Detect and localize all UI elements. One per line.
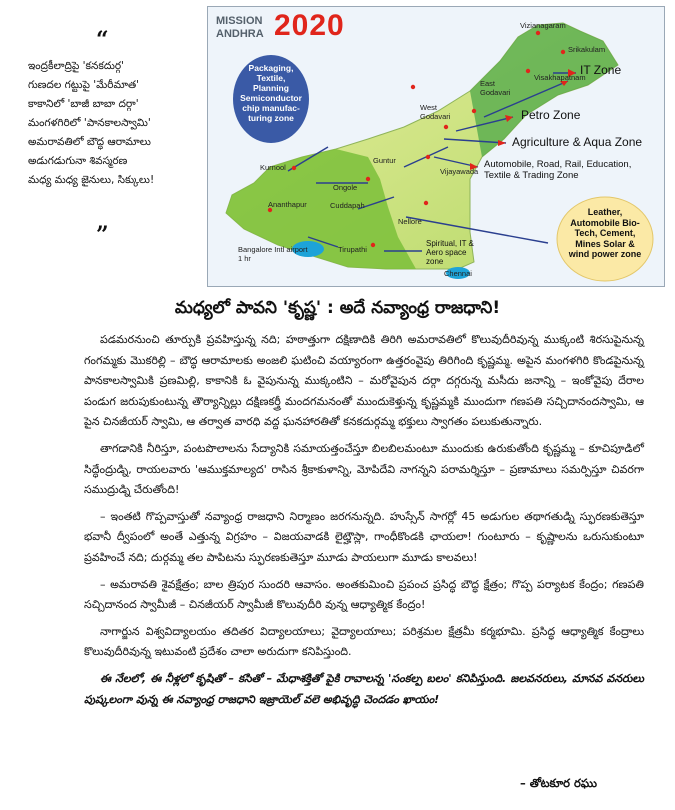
packaging-zone-label: Packaging, Textile, Planning Semiconductor chip manufac-turing zone bbox=[240, 63, 302, 123]
city-visakhapatnam: Visakhapatnam bbox=[534, 73, 586, 82]
city-chennai: Chennai bbox=[444, 269, 472, 278]
quote-line: మధ్య మధ్య జైనులు, సిక్కులు! bbox=[28, 174, 155, 186]
year-label: 2020 bbox=[274, 9, 345, 42]
quote-line: గుణదల గట్టుపై 'మేరీమాత' bbox=[28, 79, 140, 91]
author-signature: – తోటకూర రఘు bbox=[520, 776, 597, 790]
city-vijayawada: Vijayawada bbox=[440, 167, 479, 176]
city-nellore: Nellore bbox=[398, 217, 422, 226]
andhra-text: ANDHRA bbox=[216, 28, 264, 40]
quote-close-mark: ” bbox=[96, 222, 109, 248]
city-west-godavari: West Godavari bbox=[420, 103, 451, 121]
it-zone-label: IT Zone bbox=[580, 63, 622, 77]
headline: మధ్యలో పావని 'కృష్ణ' : అదే నవ్యాంధ్ర రాజధాని! bbox=[174, 298, 501, 318]
quote-line: అడుగడుగునా శివస్మరణ bbox=[28, 155, 128, 167]
city-srikakulam: Srikakulam bbox=[568, 45, 606, 54]
spiritual-zone-label: Spiritual, IT & Aero space zone bbox=[426, 239, 474, 266]
paragraph: – అమరావతి శైవక్షేత్రం; బాల త్రిపుర సుందరి ఆవాసం. అంతకుమించి ప్రపంచ ప్రసిద్ధ బౌద్ధ క్షేత్రం; గొప్ప పర్యాటక కేంద్రం; గణపతి సచ్చిదానంద స్వామీజీ – చినజీయర్ స్వామీజీ కొలువుదీరి వున్న ఆధ్యాత్మిక కేంద్రం! bbox=[84, 577, 644, 612]
city-ananthapur: Ananthapur bbox=[268, 200, 307, 209]
mission-andhra-map bbox=[207, 6, 665, 287]
quote-box bbox=[28, 27, 213, 250]
city-guntur: Guntur bbox=[373, 156, 396, 165]
quote-line: అమరావతిలో బౌద్ధ ఆరామాలు bbox=[28, 136, 151, 148]
leather-zone-label: Leather, Automobile Bio-Tech, Cement, Mines Solar & wind power zone bbox=[568, 207, 642, 259]
quote-open-mark: “ bbox=[96, 27, 109, 53]
quote-line: మంగళగిరిలో 'పానకాలస్వామి' bbox=[28, 117, 151, 129]
quote-line: కాకానిలో 'బాజీ బాబా దర్గా' bbox=[28, 98, 139, 110]
city-ongole: Ongole bbox=[333, 183, 358, 192]
paragraph: పడమరనుంచి తూర్పుకి ప్రవహిస్తున్న నది; హఠాత్తుగా దక్షిణాదికి తిరిగి అమరావతిలో కొలువుదీరివున్న ముక్కంటి శిరసుపైనున్న గంగమ్మకు మొకరిల్లి – బౌద్ధ ఆరామాలకు అంజలి ఘటించి వయ్యారంగా ఉత్తరంవైపు తిరిగింది కృష్ణమ్మ. అపైన మంగళగిరి కొండపైనున్న పానకాలస్వామికి ప్రణమిల్లి, కాకానికి ఓ వైపునున్న ముక్కంటిని – మరోవైపున దర్గా దగ్గరున్న మసీదు జనాన్ని – ఇంకోవైపు దేరాల పండుగ జరుపుకుంటున్న తౌర్యాన్నిల్లు దక్షిణకర్త్రీ మందగమనంతో ముందుకెళ్తున్న కృష్ణమ్మకి ముందుగా గణపతి సచ్చిదానందస్వామి, ఆ పైన చినజీయర్ స్వామి, ఆ తర్వాత వారధి వద్ద ఘనహారతితో కనకదుర్గమ్మ భక్తులు స్వాగతం పలుకుతున్నారు. bbox=[84, 333, 644, 429]
article-body bbox=[84, 330, 644, 716]
closing-paragraph: ఈ నేలలో, ఈ నీళ్లలో కృషితో – కసితో – మేధాశక్తితో పైకి రావాలన్న 'సంకల్ప బలం' కనిపిస్తుంది. జలవనరులు, మానవ వనరులు పుష్కలంగా వున్న ఈ నవ్యాంధ్ర రాజధాని ఇజ్రాయెల్ వలె అభివృద్ధి చెందడం ఖాయం! bbox=[84, 671, 644, 706]
quote-lines bbox=[28, 57, 218, 190]
city-vizianagaram: Vizianagaram bbox=[520, 21, 566, 30]
city-tirupathi: Tirupathi bbox=[338, 245, 367, 254]
petro-zone-label: Petro Zone bbox=[521, 108, 581, 122]
city-bangalore: Bangalore Intl airport 1 hr bbox=[238, 245, 308, 263]
paragraph: నాగార్జున విశ్వవిద్యాలయం తదితర విద్యాలయాలు; వైద్యాలయాలు; పరిశ్రమల క్షేత్రమీ కర్మభూమి. ప్రసిద్ధ ఆధ్యాత్మిక కేంద్రాలు కొలువుదీరివున్న ఇటువంటి ప్రదేశం చాలా అరుదుగా కనిపిస్తుంది. bbox=[84, 624, 644, 659]
mission-text: MISSION bbox=[216, 15, 263, 27]
auto-zone-label: Automobile, Road, Rail, Education, Textile & Trading Zone bbox=[484, 159, 632, 181]
quote-line: ఇంద్రకీలాద్రిపై 'కనకదుర్గ' bbox=[28, 60, 125, 72]
mission-label bbox=[216, 15, 264, 41]
paragraph: తాగడానికి నీరిస్తూ, పంటపొలాలను సేద్యానికి సమాయత్తంచేస్తూ బిలబిలమంటూ ముందుకు ఉరుకుతోంది కృష్ణమ్మ – కూచిపూడిలో సిద్ధేంద్రుడ్ని, రాయలవారు 'ఆముక్తమాల్యద' రాసిన శ్రీకాకుళాన్ని, మోపిదేవి నాగన్నని పరామర్శిస్తూ – ప్రణామాలు సమర్పిస్తూ చివరగా సముద్రుడ్ని చేరుతోంది! bbox=[84, 441, 644, 497]
city-cuddapah: Cuddapah bbox=[330, 201, 365, 210]
city-kurnool: Kurnool bbox=[260, 163, 286, 172]
city-east-godavari: East Godavari bbox=[480, 79, 511, 97]
agri-zone-label: Agriculture & Aqua Zone bbox=[512, 135, 643, 149]
paragraph: – ఇంతటి గొప్పవాస్తుతో నవ్యాంధ్ర రాజధాని నిర్మాణం జరగనున్నది. హుస్సేన్ సాగర్లో 45 అడుగుల తథాగతుడ్ని స్ఫురణకుతెస్తూ భవానీ ద్వీపంలో అంతే ఎత్తున్న విగ్రహం – విజయవాడకి లైట్హౌస్లా, గాంధీకొండకి ఛాయలా! గుంటూరు – కృష్ణాలను ఒరుసుకుంటూ ప్రవహించే నది; దుర్గమ్మ తల పాపిటను స్ఫురణకుతెస్తూ మూడు పాయలుగా మూడు కాలవలు! bbox=[84, 509, 644, 564]
